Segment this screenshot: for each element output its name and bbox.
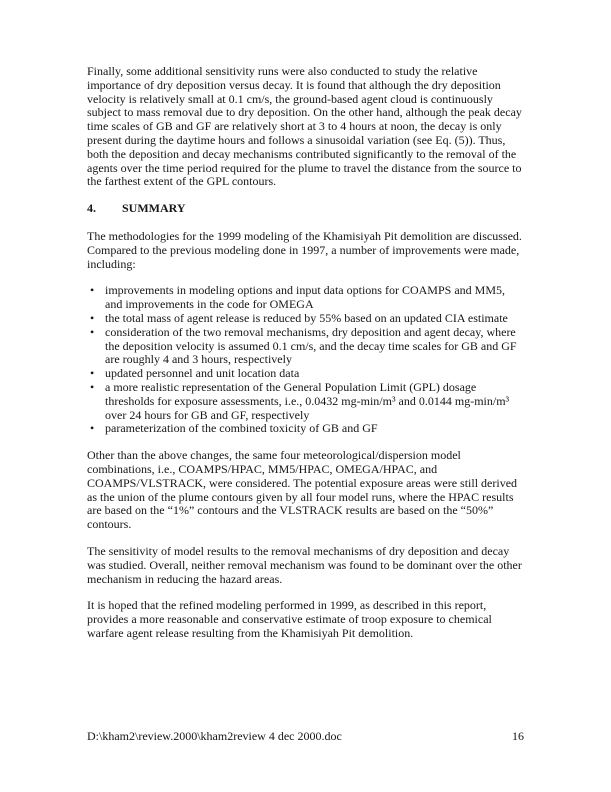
improvements-bullet-list: [87, 284, 524, 436]
bullet-item: • the total mass of agent release is reduced by 55% based on an updated CIA estimate: [87, 312, 524, 326]
section-heading: [87, 202, 524, 216]
page-footer: [87, 730, 524, 744]
bullet-item: • consideration of the two removal mechanisms, dry deposition and agent decay, where the deposition velocity is assumed 0.1 cm/s, and the decay time scales for GB and GF are roughly 4 and 3 hours, respectively: [87, 326, 524, 367]
paragraph-sensitivity-runs: Finally, some additional sensitivity runs were also conducted to study the relative importance of dry deposition versus decay. It is found that although the dry deposition velocity is relatively small at 0.1 cm/s, the ground-based agent cloud is continuously subject to mass removal due to dry deposition. On the other hand, although the peak decay time scales of GB and GF are relatively short at 3 to 4 hours at noon, the decay is only present during the daytime hours and follows a sinusoidal variation (see Eq. (5)). Thus, both the deposition and decay mechanisms contributed significantly to the removal of the agents over the time period required for the plume to travel the distance from the source to the farthest extent of the GPL contours.: [87, 64, 522, 189]
footer-page-number: 16: [512, 729, 524, 743]
paragraph-methodologies: The methodologies for the 1999 modeling of the Khamisiyah Pit demolition are discussed. Compared to the previous modeling done in 1997, a number of improvements were made, including:: [87, 228, 522, 271]
bullet-item: • improvements in modeling options and input data options for COAMPS and MM5, and improvements in the code for OMEGA: [87, 284, 524, 312]
bullet-item: • a more realistic representation of the General Population Limit (GPL) dosage thresholds for exposure assessments, i.e., 0.0432 mg-min/m³ and 0.0144 mg-min/m³ over 24 hours for GB and GF, respectively: [87, 381, 524, 422]
footer-file-path: D:\kham2\review.2000\kham2review 4 dec 2000.doc: [87, 729, 342, 743]
paragraph-model-combinations: Other than the above changes, the same four meteorological/dispersion model combinations, i.e., COAMPS/HPAC, MM5/HPAC, OMEGA/HPAC, and COAMPS/VLSTRACK, were considered. The potential exposure areas were still derived as the union of the plume contours given by all four model runs, where the HPAC results are based on the “1%” contours and the VLSTRACK results are based on the “50%” contours.: [87, 448, 518, 532]
section-number: 4.: [87, 201, 96, 216]
bullet-item: • parameterization of the combined toxicity of GB and GF: [87, 422, 524, 436]
page-body: [87, 65, 524, 654]
paragraph-conclusion: It is hoped that the refined modeling performed in 1999, as described in this report, provides a more reasonable and conservative estimate of troop exposure to chemical warfare agent release resulting from the Khamisiyah Pit demolition.: [87, 598, 492, 640]
section-title: SUMMARY: [122, 201, 186, 216]
bullet-item: • updated personnel and unit location data: [87, 367, 524, 381]
paragraph-sensitivity-results: The sensitivity of model results to the removal mechanisms of dry deposition and decay was studied. Overall, neither removal mechanism was found to be dominant over the other mechanism in reducing the hazard areas.: [87, 543, 522, 586]
